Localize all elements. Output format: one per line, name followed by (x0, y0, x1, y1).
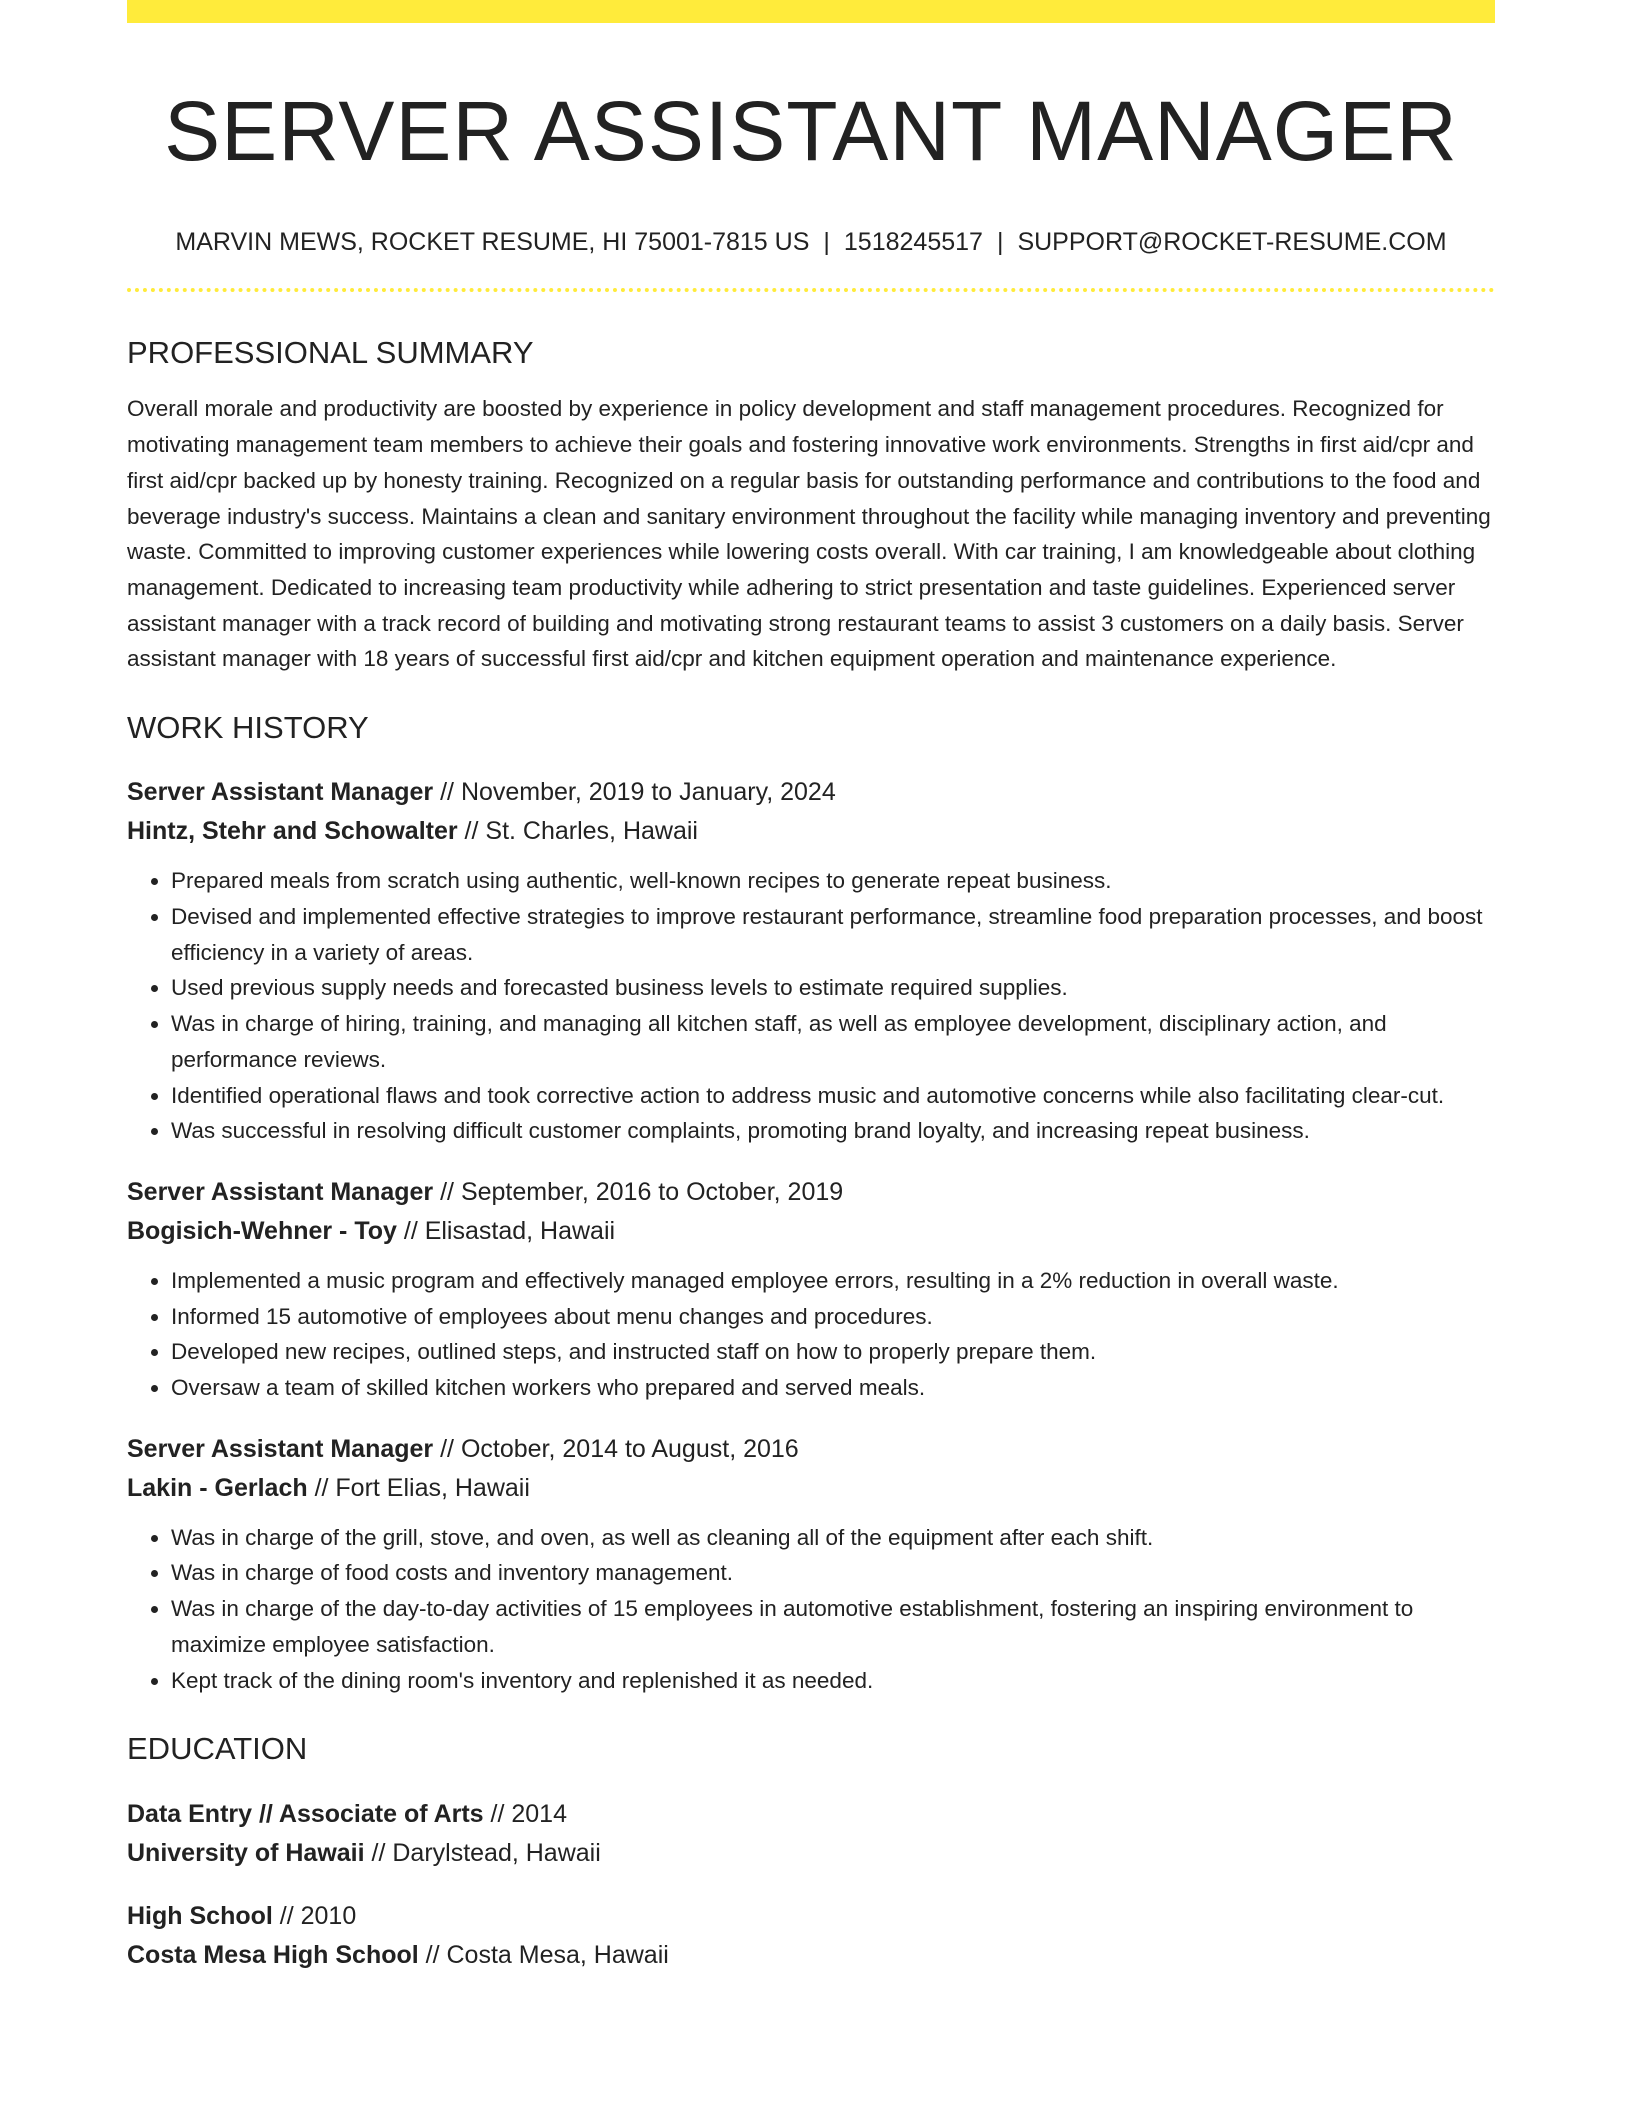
job-company-line (127, 1469, 1495, 1508)
job-bullet: • Identified operational flaws and took corrective action to address music and automotive concerns while also facilitating clear-cut. (171, 1078, 1495, 1114)
job-company: Hintz, Stehr and Schowalter (127, 817, 458, 846)
job-entry (127, 773, 1495, 1149)
contact-address: MARVIN MEWS, ROCKET RESUME, HI 75001-7815 US (175, 227, 810, 256)
education-school: Costa Mesa High School (127, 1941, 419, 1970)
job-title: Server Assistant Manager (127, 1177, 434, 1206)
job-company: Lakin - Gerlach (127, 1473, 308, 1502)
education-entry (127, 1897, 1495, 1975)
work-history-heading: WORK HISTORY (127, 710, 369, 746)
contact-line (127, 226, 1495, 259)
contact-separator: | (823, 227, 830, 256)
education-degree-line (127, 1795, 1495, 1834)
job-bullet: • Was in charge of hiring, training, and managing all kitchen staff, as well as employee development, disciplinary action, and performance reviews. (171, 1006, 1495, 1077)
job-entry (127, 1430, 1495, 1699)
job-company-line (127, 812, 1495, 851)
job-dates: // November, 2019 to January, 2024 (433, 778, 836, 807)
education-school: University of Hawaii (127, 1839, 365, 1868)
job-company-line (127, 1212, 1495, 1251)
top-accent-bar (127, 0, 1495, 23)
job-location: // Elisastad, Hawaii (396, 1216, 616, 1245)
job-bullet: • Was in charge of the grill, stove, and oven, as well as cleaning all of the equipment after each shift. (171, 1520, 1495, 1556)
education-location: // Darylstead, Hawaii (364, 1839, 601, 1868)
resume-page (127, 0, 1495, 1975)
job-bullet: • Oversaw a team of skilled kitchen workers who prepared and served meals. (171, 1370, 1495, 1406)
job-dates: // October, 2014 to August, 2016 (433, 1434, 799, 1463)
job-bullet: • Was in charge of food costs and inventory management. (171, 1555, 1495, 1591)
job-bullet: • Prepared meals from scratch using authentic, well-known recipes to generate repeat business. (171, 863, 1495, 899)
contact-phone: 1518245517 (843, 227, 983, 256)
education-school-line (127, 1936, 1495, 1975)
job-bullet: • Implemented a music program and effectively managed employee errors, resulting in a 2% reduction in overall waste. (171, 1263, 1495, 1299)
job-bullet: • Used previous supply needs and forecasted business levels to estimate required supplies. (171, 970, 1495, 1006)
job-bullet: • Informed 15 automotive of employees about menu changes and procedures. (171, 1299, 1495, 1335)
job-company: Bogisich-Wehner - Toy (127, 1216, 397, 1245)
contact-email: SUPPORT@ROCKET-RESUME.COM (1017, 227, 1447, 256)
contact-separator: | (996, 227, 1004, 256)
education-year: // 2014 (483, 1800, 567, 1829)
summary-text: Overall morale and productivity are boosted by experience in policy development and staff management procedures. Recognized for motivating management team members to achieve their goals and fostering innovative work environments. Strengths in first aid/cpr and first aid/cpr backed up by honesty training. Recognized on a regular basis for outstanding performance and contributions to the food and beverage industry's success. Maintains a clean and sanitary environment throughout the facility while managing inventory and preventing waste. Committed to improving customer experiences while lowering costs overall. With car training, I am knowledgeable about clothing management. Dedicated to increasing team productivity while adhering to strict presentation and taste guidelines. Experienced server assistant manager with a track record of building and motivating strong restaurant teams to assist 3 customers on a daily basis. Server assistant manager with 18 years of successful first aid/cpr and kitchen equipment operation and maintenance experience. (127, 396, 1491, 672)
education-degree-line (127, 1897, 1495, 1936)
job-bullets (127, 1520, 1495, 1699)
job-title-line (127, 773, 1495, 812)
dotted-divider (127, 288, 1495, 292)
education-school-line (127, 1834, 1495, 1873)
job-bullet: • Kept track of the dining room's inventory and replenished it as needed. (171, 1663, 1495, 1699)
education-entry (127, 1795, 1495, 1873)
education-heading: EDUCATION (127, 1731, 308, 1767)
education-location: // Costa Mesa, Hawaii (418, 1941, 669, 1970)
education-degree: High School (127, 1902, 273, 1931)
job-bullets (127, 1263, 1495, 1406)
job-bullet: • Was in charge of the day-to-day activities of 15 employees in automotive establishment, fostering an inspiring environment to maximize employee satisfaction. (171, 1591, 1495, 1662)
job-title: Server Assistant Manager (127, 778, 434, 807)
resume-title: SERVER ASSISTANT MANAGER (164, 84, 1458, 178)
job-bullet: • Devised and implemented effective strategies to improve restaurant performance, streamline food preparation processes, and boost efficiency in a variety of areas. (171, 899, 1495, 970)
job-title-line (127, 1173, 1495, 1212)
education-degree: Data Entry // Associate of Arts (127, 1800, 484, 1829)
education-year: // 2010 (272, 1902, 357, 1931)
job-title: Server Assistant Manager (127, 1434, 434, 1463)
summary-heading: PROFESSIONAL SUMMARY (127, 335, 534, 371)
job-entry (127, 1173, 1495, 1406)
job-bullet: • Was successful in resolving difficult customer complaints, promoting brand loyalty, and increasing repeat business. (171, 1113, 1495, 1149)
job-bullets (127, 863, 1495, 1149)
job-title-line (127, 1430, 1495, 1469)
job-location: // St. Charles, Hawaii (457, 817, 698, 846)
job-location: // Fort Elias, Hawaii (307, 1473, 530, 1502)
job-dates: // September, 2016 to October, 2019 (433, 1177, 844, 1206)
job-bullet: • Developed new recipes, outlined steps, and instructed staff on how to properly prepare them. (171, 1334, 1495, 1370)
